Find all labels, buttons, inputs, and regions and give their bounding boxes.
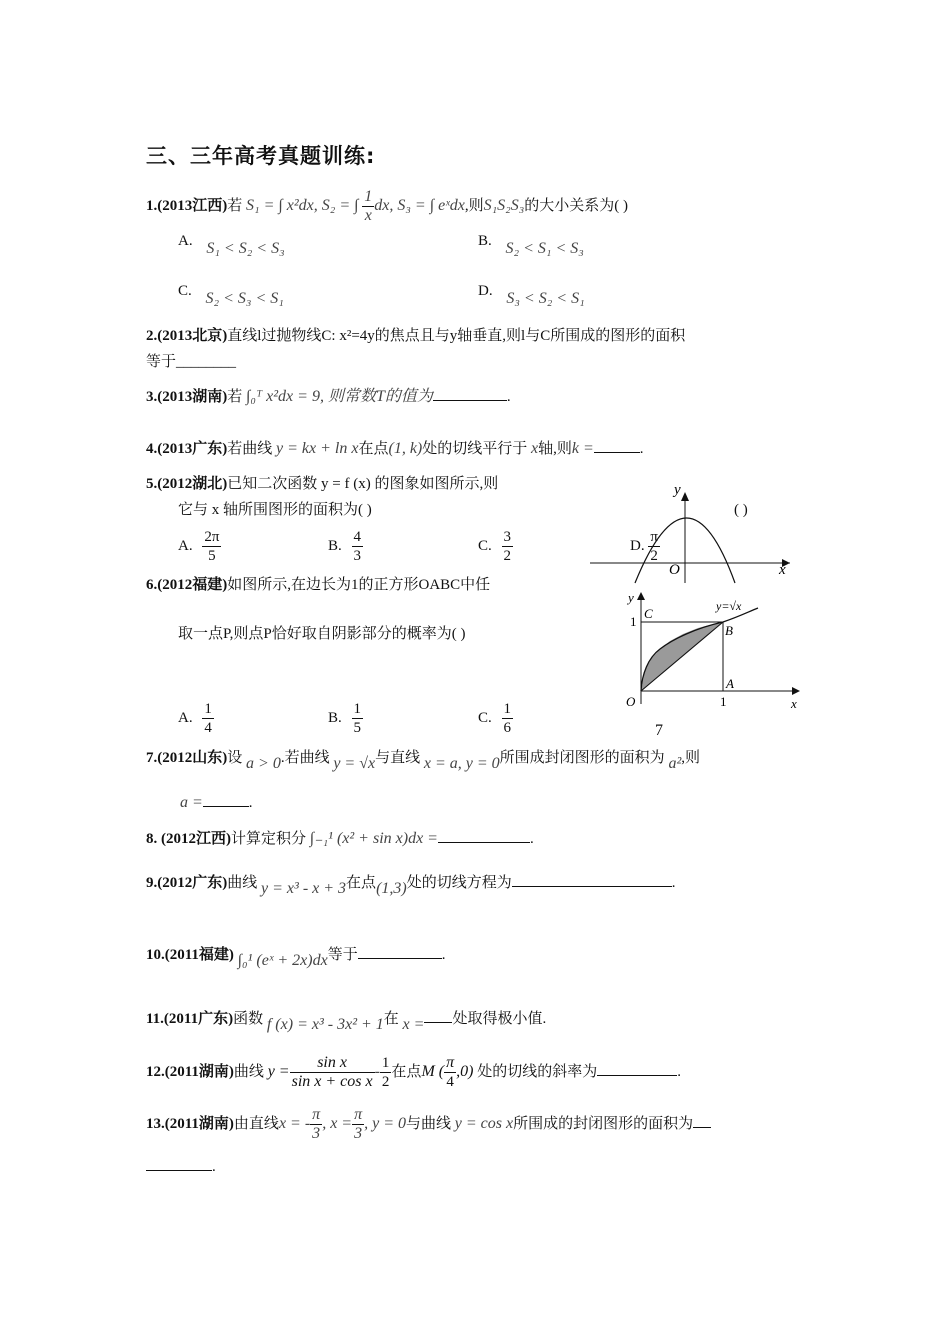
- fraction: $\frac{3}{2}$: [503, 529, 512, 564]
- question-number: 2.(2013北京): [146, 328, 228, 344]
- question-text: .: [506, 389, 511, 405]
- question-text: 所围成封闭图形的面积为: [499, 750, 665, 766]
- fraction: $\frac{\pi}{3}$: [312, 1106, 321, 1142]
- question-text: .: [671, 875, 676, 891]
- question-number: 10.(2011福建): [146, 947, 234, 963]
- question-text: 如图所示,在边长为1的正方形OABC中任: [227, 577, 491, 593]
- question-text: 设: [227, 750, 243, 766]
- question-text: 等于: [327, 947, 358, 963]
- question-text: 轴,则: [538, 441, 572, 457]
- option-label: C.: [178, 283, 192, 299]
- question-number: 8. (2012江西): [146, 831, 231, 847]
- fraction: $\frac{1}{4}$: [204, 701, 212, 736]
- math-expression: y = √x: [333, 755, 376, 772]
- answer-blank[interactable]: [438, 828, 530, 843]
- option-d: [630, 528, 660, 565]
- question-text: 在点: [358, 441, 389, 457]
- point-a-label: A: [726, 676, 734, 691]
- question-text: 函数: [233, 1011, 264, 1027]
- answer-blank[interactable]: [594, 438, 640, 453]
- question-text: 若: [227, 389, 243, 405]
- option-expression: S₂ < S₃ < S₁: [205, 290, 284, 307]
- option-b: [478, 232, 584, 257]
- math-expression: y = kx + ln x: [276, 440, 359, 457]
- option-expression: S₃ < S₂ < S₁: [506, 290, 585, 307]
- diagonal-ob: [641, 622, 723, 691]
- sqrt-curve: [641, 608, 758, 691]
- question-10: [146, 944, 446, 969]
- math-expression: ∫₀¹ (eˣ + 2x)dx: [237, 952, 328, 969]
- question-9: [146, 872, 676, 897]
- question-5: [146, 474, 498, 494]
- option-c: [478, 700, 513, 737]
- option-label: B.: [328, 537, 342, 554]
- y-axis-arrow: [681, 492, 689, 501]
- question-number: 9.(2012广东): [146, 875, 228, 891]
- answer-blank[interactable]: [358, 944, 442, 959]
- math-expression: a > 0: [246, 755, 281, 772]
- option-d-partial: 7: [655, 722, 663, 739]
- math-expression: ∫₀ᵀ x²dx = 9, 则常数T的值为: [246, 388, 433, 405]
- question-text: .: [248, 795, 253, 811]
- option-label: A.: [178, 537, 193, 554]
- question-number: 11.(2011广东): [146, 1011, 234, 1027]
- math-expression: ∫₋₁¹ (x² + sin x)dx =: [309, 830, 438, 847]
- math-expression: a²: [668, 755, 682, 772]
- math-expression: x =: [402, 1016, 425, 1033]
- math-expression: , x =: [322, 1114, 353, 1132]
- question-text: 处的切线平行于: [422, 441, 528, 457]
- math-expression: S₁ = ∫ x²dx, S₂ = ∫: [246, 196, 359, 214]
- option-expression: S₂ < S₁ < S₃: [505, 240, 584, 257]
- question-text: 曲线: [233, 1063, 264, 1080]
- question-text: 若曲线: [227, 441, 273, 457]
- question-text: 在点: [391, 1063, 422, 1080]
- question-text: .: [212, 1159, 216, 1175]
- tick-label-x-one: 1: [720, 694, 727, 709]
- option-label: B.: [478, 233, 492, 249]
- question-text: .: [677, 1063, 681, 1080]
- question-4: [146, 438, 644, 459]
- question-8: [146, 828, 534, 849]
- answer-blank[interactable]: [512, 872, 672, 887]
- math-expression: k =: [571, 440, 594, 457]
- math-expression: ,0): [456, 1062, 474, 1080]
- answer-blank[interactable]: [693, 1113, 711, 1128]
- x-axis-label: x: [779, 562, 786, 578]
- question-text: 计算定积分: [231, 831, 307, 847]
- math-expression: y = cos x: [454, 1114, 514, 1132]
- option-b: [328, 528, 363, 565]
- question-text: 已知二次函数 y = f (x) 的图象如图所示,则: [227, 476, 499, 492]
- answer-blank[interactable]: [424, 1008, 452, 1023]
- question-text: 与曲线: [406, 1115, 452, 1132]
- math-expression: (1,3): [376, 880, 407, 897]
- question-text: 所围成的封闭图形的面积为: [513, 1115, 694, 1132]
- question-text: .: [529, 831, 534, 847]
- question-7: [146, 748, 700, 772]
- x-axis-label: x: [791, 696, 797, 711]
- answer-blank[interactable]: [597, 1061, 677, 1076]
- question-text: 直线l过抛物线C: x²=4y的焦点且与y轴垂直,则l与C所围成的图形的面积: [227, 328, 686, 344]
- math-expression: dx, S₃ = ∫ eˣdx: [374, 196, 465, 214]
- math-operator: -: [374, 1062, 380, 1080]
- point-c-label: C: [644, 606, 653, 621]
- question-text: 与直线: [375, 750, 421, 766]
- math-expression: , y = 0: [364, 1114, 407, 1132]
- question-text: .若曲线: [280, 750, 330, 766]
- question-1: [146, 188, 628, 225]
- question-text: 处取得极小值.: [452, 1011, 547, 1027]
- question-number: 4.(2013广东): [146, 441, 228, 457]
- math-expression: f (x) = x³ - 3x² + 1: [266, 1016, 384, 1033]
- option-b: [328, 700, 363, 737]
- question-number: 5.(2012湖北): [146, 476, 228, 492]
- math-expression: y = x³ - x + 3: [261, 880, 347, 897]
- math-expression: (1, k): [388, 440, 423, 457]
- fraction: $\frac{\pi}{2}$: [650, 529, 658, 564]
- question-text: ,则: [464, 197, 484, 214]
- option-expression: S₁ < S₂ < S₃: [206, 240, 285, 257]
- math-expression: x = -: [278, 1114, 311, 1132]
- question-12: [146, 1054, 681, 1091]
- fraction: $\frac{1}{x}$: [364, 188, 373, 224]
- question-13-line2: [146, 1156, 216, 1177]
- option-label: D.: [630, 537, 645, 554]
- question-number: 7.(2012山东): [146, 750, 228, 766]
- question-number: 1.(2013江西): [146, 197, 228, 214]
- option-label: C.: [478, 537, 492, 554]
- question-7-line2: [180, 792, 253, 813]
- fraction: $\frac{\pi}{3}$: [354, 1106, 363, 1142]
- option-d: [478, 282, 585, 307]
- question-3: [146, 386, 511, 407]
- option-c: [478, 528, 513, 565]
- math-expression: S₁S₂S₃: [483, 196, 525, 214]
- math-expression: x = a, y = 0: [423, 755, 500, 772]
- origin-label: O: [669, 562, 680, 578]
- point-b-label: B: [725, 623, 733, 638]
- answer-blank-continued[interactable]: [146, 1156, 212, 1171]
- question-text: 处的切线的斜率为: [477, 1063, 598, 1080]
- answer-blank[interactable]: [433, 386, 507, 401]
- fraction: $\frac{\pi}{4}$: [446, 1054, 455, 1090]
- question-2: [146, 326, 685, 346]
- parabola-graph: [585, 478, 800, 588]
- option-label: C.: [478, 709, 492, 726]
- option-a: [178, 528, 221, 565]
- option-a: [178, 232, 285, 257]
- question-text: 的大小关系为( ): [524, 197, 629, 214]
- question-13: [146, 1106, 711, 1143]
- section-title: 三、三年高考真题训练:: [146, 144, 376, 168]
- y-axis-label: y: [674, 482, 681, 498]
- question-5-line2: 它与 x 轴所围图形的面积为( ): [178, 502, 372, 518]
- question-2-line2: 等于________: [146, 354, 237, 370]
- question-text: 处的切线方程为: [406, 875, 512, 891]
- origin-label: O: [626, 694, 636, 709]
- curve-label: y=√x: [716, 599, 742, 613]
- question-number: 6.(2012福建): [146, 577, 228, 593]
- math-expression: y =: [267, 1062, 290, 1080]
- fraction: $\frac{1}{5}$: [353, 701, 362, 736]
- math-expression: M (: [421, 1062, 445, 1080]
- y-axis-label: y: [628, 590, 634, 605]
- question-text: .: [441, 947, 446, 963]
- fraction: $\frac{2\pi}{5}$: [204, 529, 220, 564]
- option-label: D.: [478, 283, 493, 299]
- question-text: ,则: [681, 750, 700, 766]
- question-text: 在点: [346, 875, 377, 891]
- tick-label-y-one: 1: [630, 614, 637, 629]
- fraction: $\frac{4}{3}$: [353, 529, 362, 564]
- question-text: 曲线: [227, 875, 258, 891]
- fraction: $\frac{1}{6}$: [503, 701, 512, 736]
- y-axis-arrow: [637, 592, 645, 600]
- question-text: 若: [227, 197, 243, 214]
- x-axis-arrow: [792, 687, 800, 695]
- option-c: [178, 282, 284, 307]
- question-text: 由直线: [233, 1115, 279, 1132]
- question-6-line2: 取一点P,则点P恰好取自阴影部分的概率为( ): [178, 626, 466, 642]
- math-expression: x: [531, 440, 539, 457]
- math-expression: a =: [180, 794, 203, 811]
- answer-blank[interactable]: [203, 792, 249, 807]
- question-text: 在: [383, 1011, 399, 1027]
- square-graph: [608, 586, 808, 714]
- question-number: 12.(2011湖南): [146, 1063, 234, 1080]
- option-a: [178, 700, 214, 737]
- option-label: A.: [178, 709, 193, 726]
- question-number: 3.(2013湖南): [146, 389, 228, 405]
- question-number: 13.(2011湖南): [146, 1115, 234, 1132]
- question-text: .: [639, 441, 644, 457]
- option-label: B.: [328, 709, 342, 726]
- question-11: [146, 1008, 547, 1033]
- answer-paren: ( ): [734, 502, 748, 518]
- option-label: A.: [178, 233, 193, 249]
- fraction: $\frac{\text{sin x}}{\text{sin x + cos x}}$: [291, 1054, 373, 1090]
- question-6: [146, 575, 490, 595]
- fraction: $\frac{1}{2}$: [381, 1055, 390, 1090]
